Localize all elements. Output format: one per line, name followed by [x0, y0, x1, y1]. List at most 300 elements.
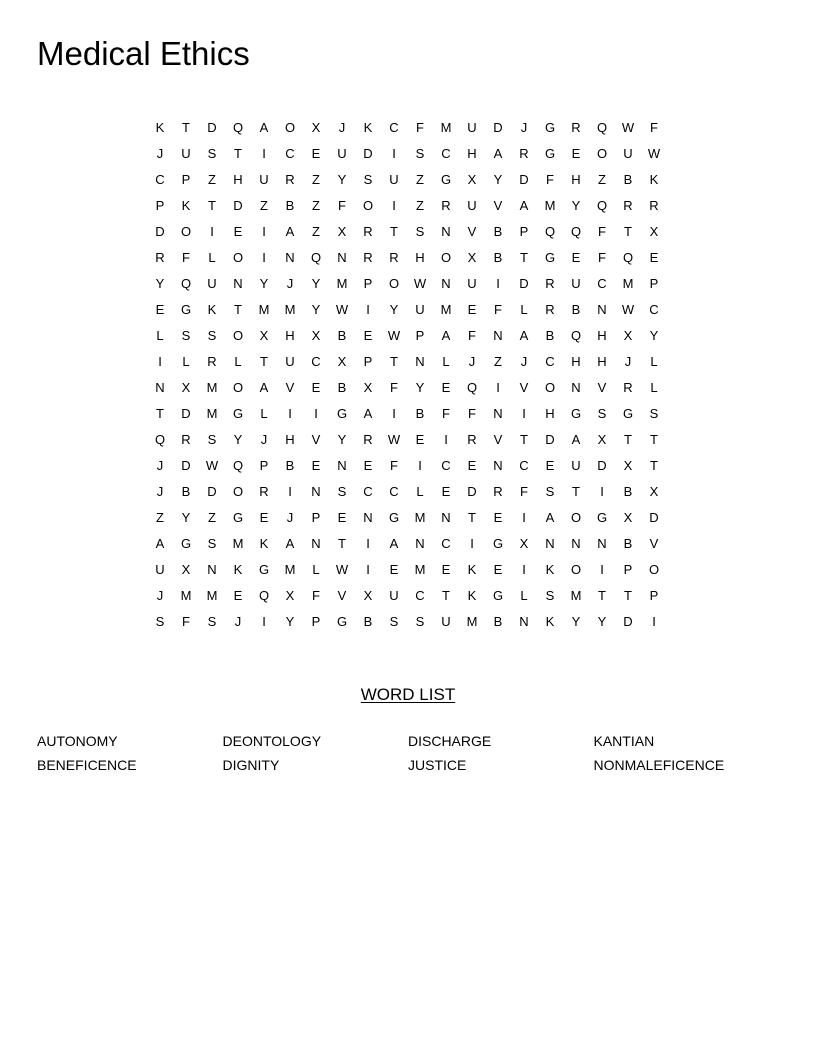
grid-letter: P [363, 276, 373, 291]
grid-letter: L [520, 302, 528, 317]
grid-letter: L [416, 484, 424, 499]
grid-letter: W [621, 120, 635, 135]
grid-letter: N [493, 458, 503, 473]
grid-letter: G [492, 588, 504, 603]
grid-letter: R [363, 224, 373, 239]
grid-letter: Q [232, 120, 244, 135]
grid-letter: W [413, 276, 427, 291]
grid-letter: G [570, 406, 582, 421]
grid-letter: Q [622, 250, 634, 265]
grid-letter: M [440, 120, 452, 135]
grid-letter: M [284, 302, 296, 317]
grid-letter: W [205, 458, 219, 473]
grid-letter: P [311, 510, 321, 525]
grid-letter: Y [259, 276, 269, 291]
word-list-item: DISCHARGE [408, 733, 492, 749]
grid-letter: A [259, 120, 269, 135]
grid-letter: N [441, 276, 451, 291]
grid-letter: X [597, 432, 607, 447]
grid-letter: Z [208, 510, 216, 525]
grid-letter: H [467, 146, 477, 161]
grid-letter: F [598, 224, 606, 239]
word-list-item: NONMALEFICENCE [593, 757, 725, 773]
grid-letter: A [155, 536, 165, 551]
grid-letter: E [363, 328, 373, 343]
grid-letter: N [415, 536, 425, 551]
grid-letter: U [337, 146, 347, 161]
grid-letter: S [545, 588, 555, 603]
grid-letter: N [493, 406, 503, 421]
grid-letter: Q [596, 198, 608, 213]
grid-letter: Z [208, 172, 216, 187]
grid-letter: Z [156, 510, 164, 525]
grid-letter: P [155, 198, 165, 213]
grid-letter: U [207, 276, 217, 291]
grid-letter: Y [389, 302, 399, 317]
grid-letter: A [519, 328, 529, 343]
grid-letter: Y [285, 614, 295, 629]
grid-letter: X [181, 380, 191, 395]
grid-letter: G [544, 250, 556, 265]
word-list-heading [0, 684, 816, 706]
grid-letter: C [441, 146, 451, 161]
grid-letter: S [207, 146, 217, 161]
grid-letter: J [338, 120, 346, 135]
grid-letter: O [570, 510, 582, 525]
grid-letter: S [155, 614, 165, 629]
grid-letter: I [600, 562, 604, 577]
grid-letter: E [493, 562, 503, 577]
word-list-heading-text: WORD LIST [360, 685, 456, 704]
grid-letter: S [545, 484, 555, 499]
grid-letter: H [597, 354, 607, 369]
grid-letter: C [415, 588, 425, 603]
grid-letter: T [468, 510, 476, 525]
grid-letter: J [520, 354, 528, 369]
word-list-item: DEONTOLOGY [222, 733, 322, 749]
grid-letter: Q [180, 276, 192, 291]
grid-letter: Z [260, 198, 268, 213]
grid-letter: B [363, 614, 373, 629]
grid-letter: R [493, 484, 503, 499]
grid-letter: K [545, 614, 555, 629]
grid-letter: W [387, 432, 401, 447]
grid-letter: E [441, 380, 451, 395]
grid-letter: E [441, 562, 451, 577]
grid-letter: C [597, 276, 607, 291]
grid-letter: X [337, 354, 347, 369]
grid-letter: J [156, 458, 164, 473]
grid-letter: F [312, 588, 320, 603]
grid-letter: K [467, 562, 477, 577]
grid-letter: D [649, 510, 659, 525]
grid-letter: Y [493, 172, 503, 187]
grid-letter: A [519, 198, 529, 213]
grid-letter: M [258, 302, 270, 317]
grid-letter: I [470, 536, 474, 551]
grid-letter: N [519, 614, 529, 629]
grid-letter: U [441, 614, 451, 629]
grid-letter: F [520, 484, 528, 499]
grid-letter: M [544, 198, 556, 213]
grid-letter: N [545, 536, 555, 551]
grid-letter: F [182, 614, 190, 629]
grid-letter: D [545, 432, 555, 447]
grid-letter: E [649, 250, 659, 265]
grid-letter: N [493, 328, 503, 343]
grid-letter: P [649, 276, 659, 291]
grid-letter: I [262, 224, 266, 239]
grid-letter: R [259, 484, 269, 499]
grid-letter: E [571, 146, 581, 161]
grid-letter: I [600, 484, 604, 499]
grid-letter: X [337, 224, 347, 239]
grid-letter: O [648, 562, 660, 577]
grid-row [147, 453, 667, 479]
grid-letter: T [390, 354, 398, 369]
grid-letter: O [232, 484, 244, 499]
grid-letter: I [652, 614, 656, 629]
grid-row [147, 401, 667, 427]
grid-letter: K [259, 536, 269, 551]
grid-letter: R [623, 380, 633, 395]
grid-letter: F [546, 172, 554, 187]
grid-letter: H [571, 172, 581, 187]
grid-row [147, 349, 667, 375]
grid-letter: T [624, 588, 632, 603]
grid-row [147, 557, 667, 583]
grid-letter: T [598, 588, 606, 603]
grid-letter: E [467, 302, 477, 317]
grid-letter: Q [544, 224, 556, 239]
grid-letter: C [441, 458, 451, 473]
grid-row [147, 167, 667, 193]
grid-letter: M [414, 562, 426, 577]
grid-letter: X [649, 224, 659, 239]
grid-letter: X [311, 120, 321, 135]
grid-letter: A [285, 536, 295, 551]
grid-letter: N [441, 224, 451, 239]
grid-letter: G [336, 614, 348, 629]
grid-letter: S [649, 406, 659, 421]
grid-letter: Z [416, 172, 424, 187]
grid-letter: T [442, 588, 450, 603]
grid-row [147, 141, 667, 167]
grid-letter: L [312, 562, 320, 577]
grid-letter: N [285, 250, 295, 265]
grid-letter: A [259, 380, 269, 395]
grid-row [147, 479, 667, 505]
grid-letter: B [545, 328, 555, 343]
grid-letter: F [494, 302, 502, 317]
grid-letter: U [467, 276, 477, 291]
grid-letter: E [441, 484, 451, 499]
grid-letter: M [440, 302, 452, 317]
grid-letter: S [597, 406, 607, 421]
grid-letter: X [363, 588, 373, 603]
grid-letter: M [206, 406, 218, 421]
grid-letter: C [363, 484, 373, 499]
grid-letter: B [415, 406, 425, 421]
grid-letter: N [363, 510, 373, 525]
grid-letter: F [442, 406, 450, 421]
grid-letter: T [650, 458, 658, 473]
grid-letter: S [207, 614, 217, 629]
grid-letter: X [311, 328, 321, 343]
grid-letter: H [233, 172, 243, 187]
grid-row [147, 505, 667, 531]
grid-row [147, 427, 667, 453]
grid-letter: G [622, 406, 634, 421]
grid-letter: F [468, 406, 476, 421]
grid-letter: N [597, 302, 607, 317]
grid-letter: A [389, 536, 399, 551]
grid-letter: D [519, 172, 529, 187]
grid-letter: I [262, 614, 266, 629]
grid-letter: N [337, 458, 347, 473]
grid-letter: N [233, 276, 243, 291]
grid-row [147, 609, 667, 635]
grid-letter: A [571, 432, 581, 447]
grid-letter: Y [337, 432, 347, 447]
page-title: Medical Ethics [37, 35, 250, 72]
grid-row [147, 297, 667, 323]
grid-letter: A [493, 146, 503, 161]
grid-letter: Q [466, 380, 478, 395]
grid-letter: M [466, 614, 478, 629]
grid-letter: K [363, 120, 373, 135]
grid-letter: G [336, 406, 348, 421]
grid-letter: U [415, 302, 425, 317]
grid-letter: E [311, 146, 321, 161]
grid-letter: F [650, 120, 658, 135]
grid-letter: R [285, 172, 295, 187]
grid-letter: Y [415, 380, 425, 395]
grid-letter: P [181, 172, 191, 187]
grid-letter: N [311, 484, 321, 499]
grid-letter: U [389, 172, 399, 187]
grid-letter: Q [596, 120, 608, 135]
grid-letter: D [519, 276, 529, 291]
grid-letter: I [522, 406, 526, 421]
grid-letter: F [338, 198, 346, 213]
grid-letter: S [415, 224, 425, 239]
grid-letter: B [493, 250, 503, 265]
grid-row [147, 323, 667, 349]
grid-letter: N [597, 536, 607, 551]
grid-letter: G [440, 172, 452, 187]
grid-letter: O [232, 250, 244, 265]
grid-letter: N [207, 562, 217, 577]
grid-letter: F [468, 328, 476, 343]
grid-letter: G [180, 536, 192, 551]
grid-letter: J [156, 146, 164, 161]
grid-letter: A [363, 406, 373, 421]
grid-letter: L [208, 250, 216, 265]
grid-letter: K [207, 302, 217, 317]
letter-grid [147, 115, 667, 635]
grid-letter: B [571, 302, 581, 317]
grid-letter: Z [312, 198, 320, 213]
grid-letter: N [311, 536, 321, 551]
grid-letter: B [285, 458, 295, 473]
grid-letter: W [647, 146, 661, 161]
grid-letter: I [366, 302, 370, 317]
grid-letter: R [155, 250, 165, 265]
grid-letter: Y [571, 614, 581, 629]
grid-letter: F [390, 380, 398, 395]
grid-letter: U [259, 172, 269, 187]
grid-letter: G [258, 562, 270, 577]
grid-letter: L [650, 354, 658, 369]
grid-letter: E [259, 510, 269, 525]
grid-letter: C [389, 120, 399, 135]
grid-letter: R [519, 146, 529, 161]
grid-letter: M [622, 276, 634, 291]
grid-letter: W [335, 562, 349, 577]
grid-letter: I [522, 510, 526, 525]
grid-letter: I [288, 484, 292, 499]
grid-letter: N [337, 250, 347, 265]
grid-letter: X [259, 328, 269, 343]
grid-letter: I [158, 354, 162, 369]
grid-letter: X [181, 562, 191, 577]
grid-letter: C [441, 536, 451, 551]
grid-letter: I [418, 458, 422, 473]
grid-letter: E [337, 510, 347, 525]
grid-row [147, 375, 667, 401]
grid-letter: K [649, 172, 659, 187]
grid-letter: X [467, 250, 477, 265]
grid-letter: T [650, 432, 658, 447]
word-list-item: JUSTICE [408, 757, 467, 773]
grid-letter: Y [181, 510, 191, 525]
grid-letter: S [207, 328, 217, 343]
grid-letter: U [285, 354, 295, 369]
grid-letter: I [314, 406, 318, 421]
grid-letter: B [337, 380, 347, 395]
grid-letter: I [210, 224, 214, 239]
grid-letter: S [363, 172, 373, 187]
grid-letter: D [597, 458, 607, 473]
grid-letter: Q [258, 588, 270, 603]
grid-letter: U [571, 276, 581, 291]
grid-letter: R [207, 354, 217, 369]
grid-letter: K [181, 198, 191, 213]
word-list [37, 729, 779, 777]
grid-letter: E [389, 562, 399, 577]
grid-letter: O [232, 328, 244, 343]
grid-letter: Q [570, 328, 582, 343]
grid-letter: D [181, 458, 191, 473]
grid-letter: M [232, 536, 244, 551]
grid-letter: I [392, 198, 396, 213]
grid-letter: J [260, 432, 268, 447]
grid-row [147, 193, 667, 219]
grid-row [147, 583, 667, 609]
grid-letter: Z [598, 172, 606, 187]
grid-letter: U [623, 146, 633, 161]
grid-letter: G [492, 536, 504, 551]
grid-letter: I [262, 146, 266, 161]
grid-letter: G [544, 120, 556, 135]
grid-letter: K [545, 562, 555, 577]
grid-letter: Y [311, 276, 321, 291]
grid-letter: M [206, 380, 218, 395]
grid-letter: M [284, 562, 296, 577]
grid-letter: B [623, 484, 633, 499]
grid-letter: V [467, 224, 477, 239]
grid-letter: U [467, 120, 477, 135]
grid-letter: M [570, 588, 582, 603]
grid-letter: T [208, 198, 216, 213]
grid-letter: M [206, 588, 218, 603]
grid-letter: X [649, 484, 659, 499]
grid-letter: E [415, 432, 425, 447]
grid-letter: C [519, 458, 529, 473]
grid-letter: C [545, 354, 555, 369]
grid-letter: I [288, 406, 292, 421]
grid-letter: X [285, 588, 295, 603]
grid-letter: Z [312, 172, 320, 187]
grid-letter: A [545, 510, 555, 525]
grid-letter: G [388, 510, 400, 525]
grid-letter: R [467, 432, 477, 447]
grid-letter: U [155, 562, 165, 577]
grid-letter: V [337, 588, 347, 603]
grid-letter: J [286, 510, 294, 525]
grid-letter: I [392, 406, 396, 421]
grid-letter: Z [416, 198, 424, 213]
grid-letter: R [623, 198, 633, 213]
grid-letter: B [623, 172, 633, 187]
grid-letter: C [285, 146, 295, 161]
grid-letter: I [496, 276, 500, 291]
grid-letter: B [623, 536, 633, 551]
grid-letter: E [311, 380, 321, 395]
grid-letter: Q [310, 250, 322, 265]
grid-letter: X [519, 536, 529, 551]
grid-letter: U [389, 588, 399, 603]
grid-letter: O [440, 250, 452, 265]
grid-letter: L [650, 380, 658, 395]
grid-letter: Y [155, 276, 165, 291]
grid-row [147, 245, 667, 271]
grid-letter: R [363, 250, 373, 265]
grid-row [147, 219, 667, 245]
grid-letter: S [207, 432, 217, 447]
grid-letter: Q [570, 224, 582, 239]
grid-letter: M [336, 276, 348, 291]
grid-letter: N [155, 380, 165, 395]
grid-letter: J [520, 120, 528, 135]
grid-letter: Q [154, 432, 166, 447]
grid-letter: D [233, 198, 243, 213]
grid-letter: Z [494, 354, 502, 369]
grid-letter: T [624, 224, 632, 239]
grid-letter: T [338, 536, 346, 551]
grid-letter: P [623, 562, 633, 577]
grid-letter: Z [312, 224, 320, 239]
grid-letter: T [520, 250, 528, 265]
grid-letter: B [337, 328, 347, 343]
grid-letter: C [649, 302, 659, 317]
grid-letter: Y [571, 198, 581, 213]
grid-letter: O [232, 380, 244, 395]
grid-row [147, 531, 667, 557]
grid-letter: D [363, 146, 373, 161]
grid-letter: X [363, 380, 373, 395]
